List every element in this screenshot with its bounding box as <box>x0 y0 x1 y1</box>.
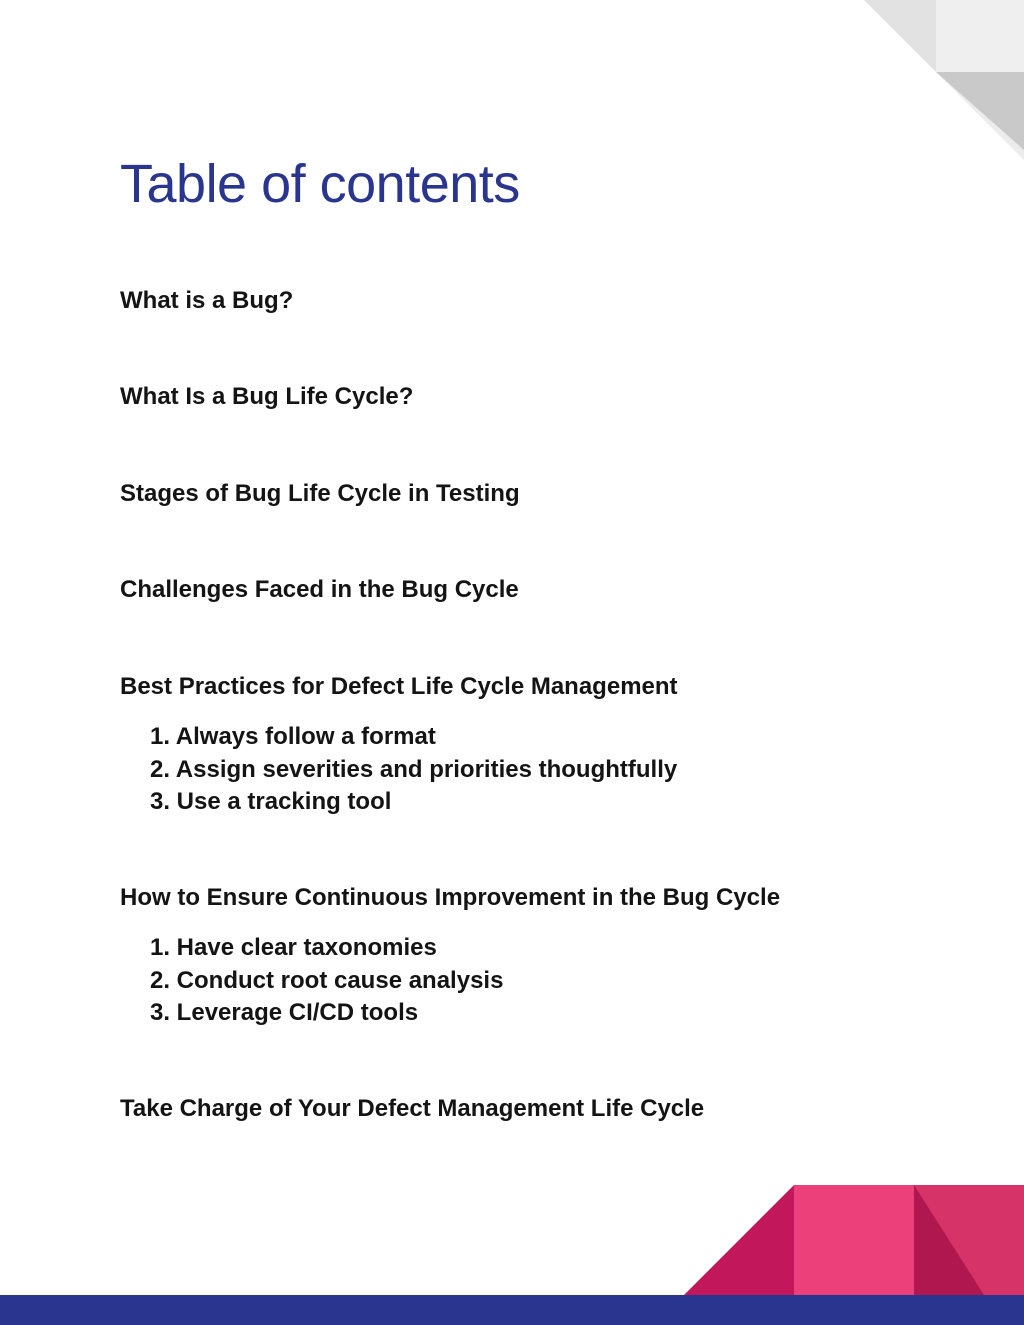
corner-decoration-bottom <box>684 1185 1024 1295</box>
toc-subitem-clear-taxonomies[interactable]: 1. Have clear taxonomies <box>150 934 437 961</box>
corner-decoration-top <box>864 0 1024 160</box>
toc-sublist-best-practices <box>150 721 677 819</box>
toc-subitem-root-cause-analysis[interactable]: 2. Conduct root cause analysis <box>150 966 504 994</box>
toc-item-what-is-a-bug[interactable]: What is a Bug? <box>120 287 294 314</box>
toc-item-challenges[interactable]: Challenges Faced in the Bug Cycle <box>120 576 519 603</box>
toc-item-continuous-improvement[interactable]: How to Ensure Continuous Improvement in the Bug Cycle <box>120 884 781 911</box>
toc-subitem-ci-cd-tools[interactable]: 3. Leverage CI/CD tools <box>150 999 419 1026</box>
toc-item-take-charge[interactable]: Take Charge of Your Defect Management Life Cycle <box>120 1095 705 1122</box>
toc-item-stages-of-bug-life-cycle[interactable]: Stages of Bug Life Cycle in Testing <box>120 480 520 507</box>
toc-subitem-tracking-tool[interactable]: 3. Use a tracking tool <box>150 788 392 815</box>
page-title: Table of contents <box>120 154 520 214</box>
toc-sublist-continuous-improvement <box>150 932 503 1030</box>
toc-subitem-assign-severities[interactable]: 2. Assign severities and priorities thoughtfully <box>150 755 678 783</box>
toc-item-best-practices[interactable]: Best Practices for Defect Life Cycle Management <box>120 673 678 700</box>
footer-bar <box>0 1295 1024 1325</box>
toc-item-bug-life-cycle[interactable]: What Is a Bug Life Cycle? <box>120 383 414 410</box>
toc-subitem-follow-format[interactable]: 1. Always follow a format <box>150 723 436 750</box>
